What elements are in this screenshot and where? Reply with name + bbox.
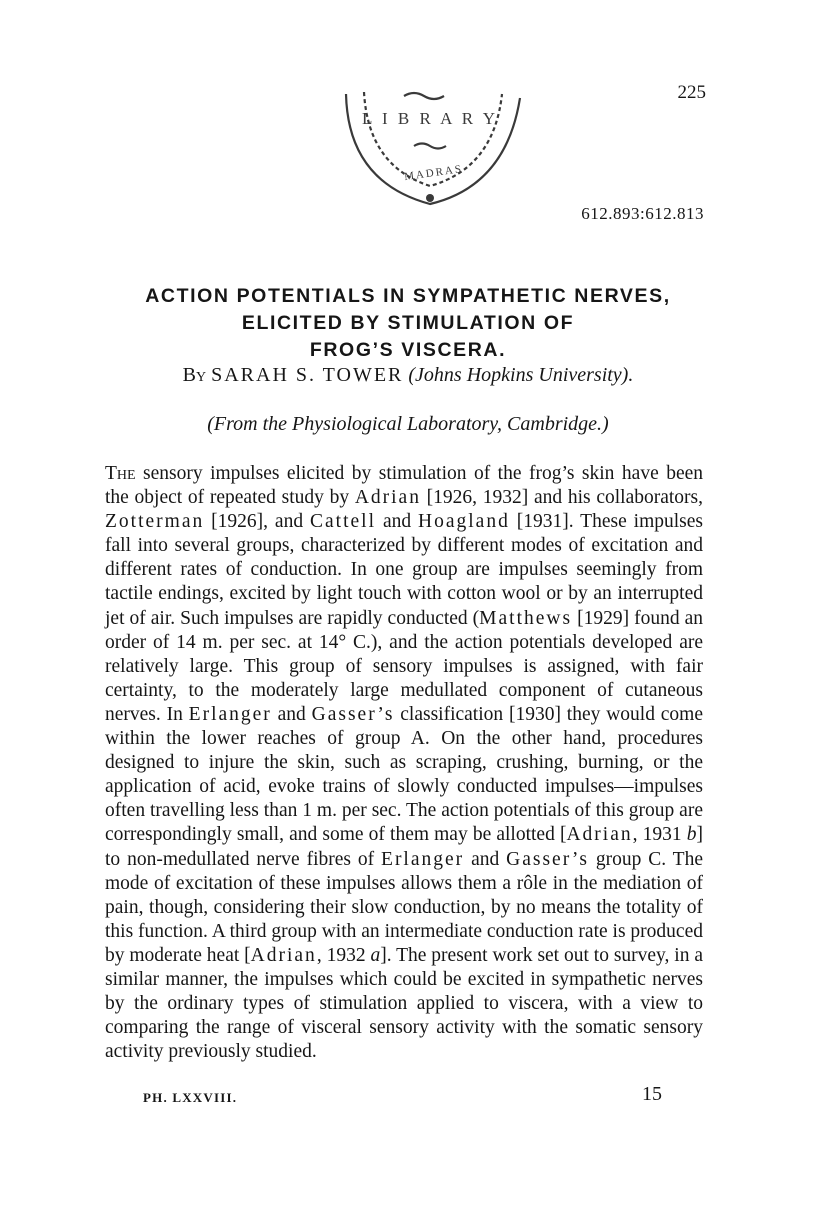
byline <box>100 364 716 387</box>
citation-suffix: a <box>370 944 381 966</box>
cited-author: Adrian <box>250 944 317 966</box>
cited-author: Adrian <box>566 824 633 846</box>
body-text-segment: [1926, 1932] and his collaborators, <box>420 487 703 509</box>
body-text-segment: [1931]. These impulses fall into several groups, characterized by different modes of excitation and different rates of conduction. In one group are impulses seemingly from tactile endings, excited by light touch with cotton wool or by an interrupted jet of air. Such impulses are rapidly conducted ( <box>105 511 703 629</box>
cited-author: Erlanger <box>381 848 465 870</box>
lead-word: The <box>105 463 136 484</box>
body-text-segment: classification [1930] they would come within the lower reaches of group A. On the other hand, procedures designed to injure the skin, such as scraping, crushing, burning, or the application of acid, evoke trains of slowly conducted impulses—impulses often travelling less than 1 m. per sec. The action potentials of this group are correspondingly small, and some of them may be allotted [ <box>105 703 704 846</box>
author-name: SARAH S. TOWER <box>211 364 404 386</box>
classification-number: 612.893:612.813 <box>581 204 704 223</box>
cited-author: Hoagland <box>418 511 510 533</box>
title-line: FROG’S VISCERA. <box>309 339 507 361</box>
title-line: ELICITED BY STIMULATION OF <box>241 312 575 334</box>
title-line: ACTION POTENTIALS IN SYMPATHETIC NERVES, <box>145 285 671 307</box>
cited-author: Adrian <box>354 487 421 509</box>
body-text-segment: [1929] found an order of 14 m. per sec. at 14° C.), and the action potentials developed are relatively large. This group of sensory impulses is assigned, with fair certainty, to the moderately large medullated component of cutaneous nerves. In <box>105 607 703 725</box>
body-text-segment: [1926], and <box>204 511 311 533</box>
body-text-segment: sensory impulses elicited by stimulation of the frog’s skin have been the object of repeated study by <box>105 463 703 509</box>
by-word: By <box>182 364 207 386</box>
library-stamp <box>334 74 530 216</box>
cited-author: Erlanger <box>188 703 272 725</box>
cited-author: Gasser’s <box>506 848 589 870</box>
body-paragraph <box>105 462 703 1064</box>
stamp-library-text: L I B R A R Y <box>362 109 498 128</box>
cited-author: Matthews <box>479 607 573 629</box>
body-text-segment: ]. The present work set out to survey, in a similar manner, the impulses which could be excited in sympathetic nerves by the ordinary types of stimulation applied to viscera, with a view to comparing the range of visceral sensory activity with the somatic sensory activity previously studied. <box>105 944 704 1063</box>
author-affiliation: (Johns Hopkins University). <box>408 364 634 386</box>
body-text-segment: and <box>376 511 419 533</box>
library-stamp-icon <box>334 74 530 216</box>
article-title <box>100 283 716 364</box>
body-text-segment: ] to non-medullated nerve fibres of <box>105 824 703 870</box>
body-text-segment: , 1932 <box>316 944 371 966</box>
cited-author: Gasser’s <box>311 703 395 725</box>
body-text-segment: group C. The mode of excitation of these impulses allows them a rôle in the mediation of pain, though, considering their slow conduction, by no means the totality of this function. A third group with an intermediate conduction rate is produced by moderate heat [ <box>105 848 703 966</box>
cited-author: Cattell <box>310 511 377 533</box>
page-number: 225 <box>677 82 706 103</box>
citation-suffix: b <box>686 824 697 846</box>
stamp-ring-text: MADRAS <box>403 162 464 184</box>
body-text-segment: and <box>271 703 312 725</box>
journal-reference: PH. LXXVIII. <box>143 1090 238 1105</box>
body-text-segment: and <box>464 848 507 870</box>
body-text-segment: , 1931 <box>632 824 687 846</box>
signature-number: 15 <box>642 1083 662 1105</box>
institution-note: (From the Physiological Laboratory, Cambridge.) <box>207 413 609 435</box>
cited-author: Zotterman <box>105 511 205 533</box>
